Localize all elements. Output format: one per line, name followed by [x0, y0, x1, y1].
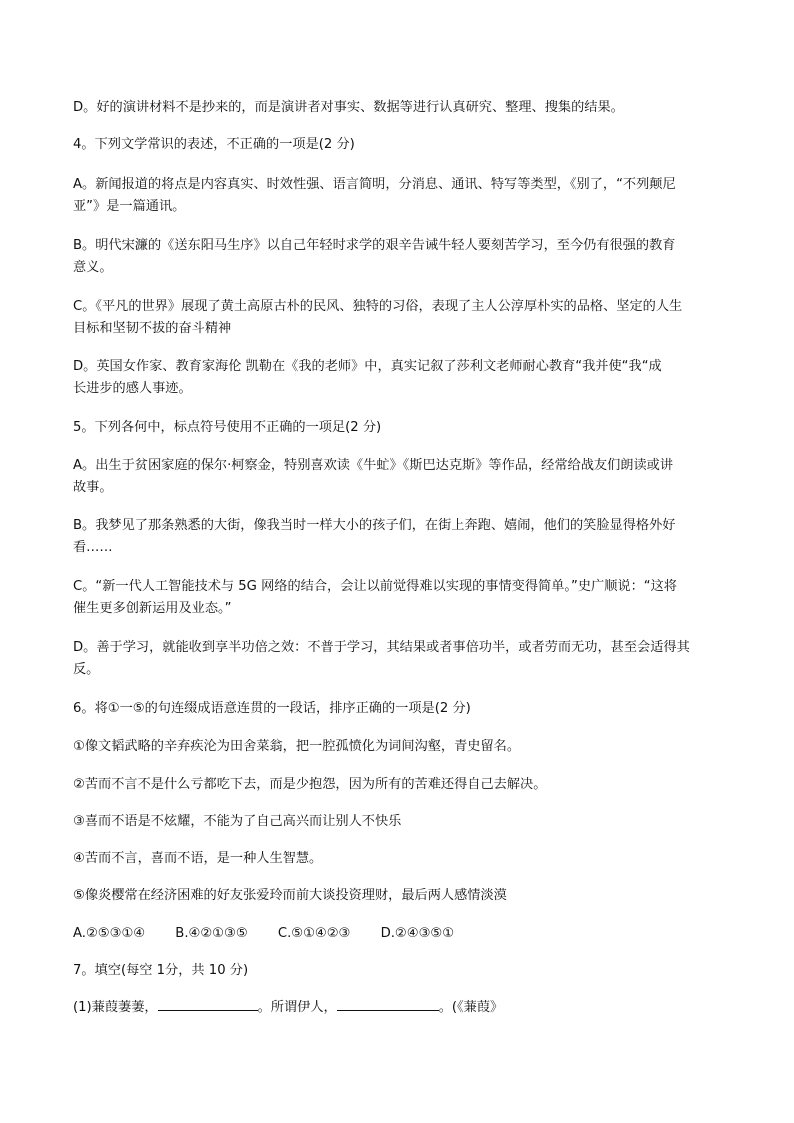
q4-option-b-line1: B。明代宋濂的《送东阳马生序》以自己年轻时求学的艰辛告诫牛轻人要刻苦学习，至今仍有很强的教育 [73, 238, 676, 253]
q6-choice-b: B.④②①③⑤ [175, 926, 248, 941]
q6-choices [73, 924, 480, 944]
q5-option-a-line1: A。出生于贫困家庭的保尔·柯察金，特别喜欢读《牛虻》《斯巴达克斯》等作品，经常给战友们朗读或讲 [73, 458, 674, 473]
q5-option-c-line2: 催生更多创新运用及业态。” [73, 601, 232, 616]
q3-option-d: D。好的演讲材料不是抄来的，而是演讲者对事实、数据等进行认真研究、整理、搜集的结果。 [73, 100, 624, 115]
q4-option-c-line2: 目标和坚韧不拔的奋斗精神 [73, 321, 232, 336]
q6-choice-a: A.②⑤③①④ [73, 926, 146, 941]
fill-blank-1[interactable] [158, 998, 258, 1011]
q7-item1-part1: (1)蒹葭萋萋， [73, 1000, 158, 1015]
q5-option-b-line2: 看…… [73, 540, 113, 555]
q7-item1-part3: 。(《蒹葭》 [438, 1000, 504, 1015]
q4-option-a-line1: A。新闻报道的将点是内容真实、时效性强、语言简明，分消息、通讯、特写等类型，《别了，“不列颠尼 [73, 177, 676, 192]
q4-option-c-line1: C。《平凡的世界》展现了黄土高原古朴的民风、独特的习俗，表现了主人公淳厚朴实的品格、坚定的人生 [73, 299, 683, 314]
q4-option-d-line2: 长进步的感人事迹。 [73, 381, 192, 396]
q6-choice-c: C.⑤①④②③ [277, 926, 351, 941]
q5-stem: 5。下列各何中，标点符号使用不正确的一项足(2 分) [73, 420, 382, 435]
q6-sentence-1: ①像文韬武略的辛弃疾沦为田舍菜翁，把一腔孤愤化为词间沟壑，青史留名。 [73, 739, 521, 754]
q6-stem: 6。将①一⑤的句连缀成语意连贯的一段话，排序正确的一项是(2 分) [73, 701, 471, 716]
q6-choice-d: D.②④③⑤① [380, 926, 455, 941]
q4-option-a-line2: 亚”》是一篇通讯。 [73, 199, 186, 214]
q5-option-d-line2: 反。 [73, 662, 100, 677]
q4-option-b-line2: 意义。 [73, 260, 113, 275]
q5-option-b-line1: B。我梦见了那条熟悉的大街，像我当时一样大小的孩子们，在街上奔跑、嬉闹，他们的笑脸显得格外好 [73, 518, 676, 533]
q7-item1-part2: 。所谓伊人， [257, 1000, 337, 1015]
fill-blank-2[interactable] [337, 998, 439, 1011]
q7-stem: 7。填空(每空 1分，共 10 分) [73, 963, 249, 978]
q4-option-d-line1: D。英国女作家、教育家海伦 凯勒在《我的老师》中，真实记叙了莎利文老师耐心教育“我并使“我“成 [73, 359, 662, 374]
q6-sentence-4: ④苦而不言，喜而不语，是一种人生智慧。 [73, 851, 323, 866]
q7-item-1 [73, 998, 733, 1018]
q5-option-c-line1: C。“新一代人工智能技术与 5G 网络的结合，会让以前觉得难以实现的事情变得简单。”史广顺说：“这将 [73, 579, 677, 594]
q6-sentence-5: ⑤像炎樱常在经济困难的好友张爱玲而前大谈投资理财，最后两人感情淡漠 [73, 888, 507, 903]
q4-stem: 4。下列文学常识的表述，不正确的一项是(2 分) [73, 137, 355, 152]
q5-option-a-line2: 故事。 [73, 480, 113, 495]
q6-sentence-2: ②苦而不言不是什么亏都吃下去，而是少抱怨，因为所有的苦难还得自己去解决。 [73, 777, 547, 792]
q6-sentence-3: ③喜而不语是不炫耀，不能为了自己高兴而让别人不快乐 [73, 814, 402, 829]
q5-option-d-line1: D。善于学习，就能收到享半功倍之效：不普于学习，其结果或者事倍功半，或者劳而无功，甚至会适得其 [73, 640, 690, 655]
